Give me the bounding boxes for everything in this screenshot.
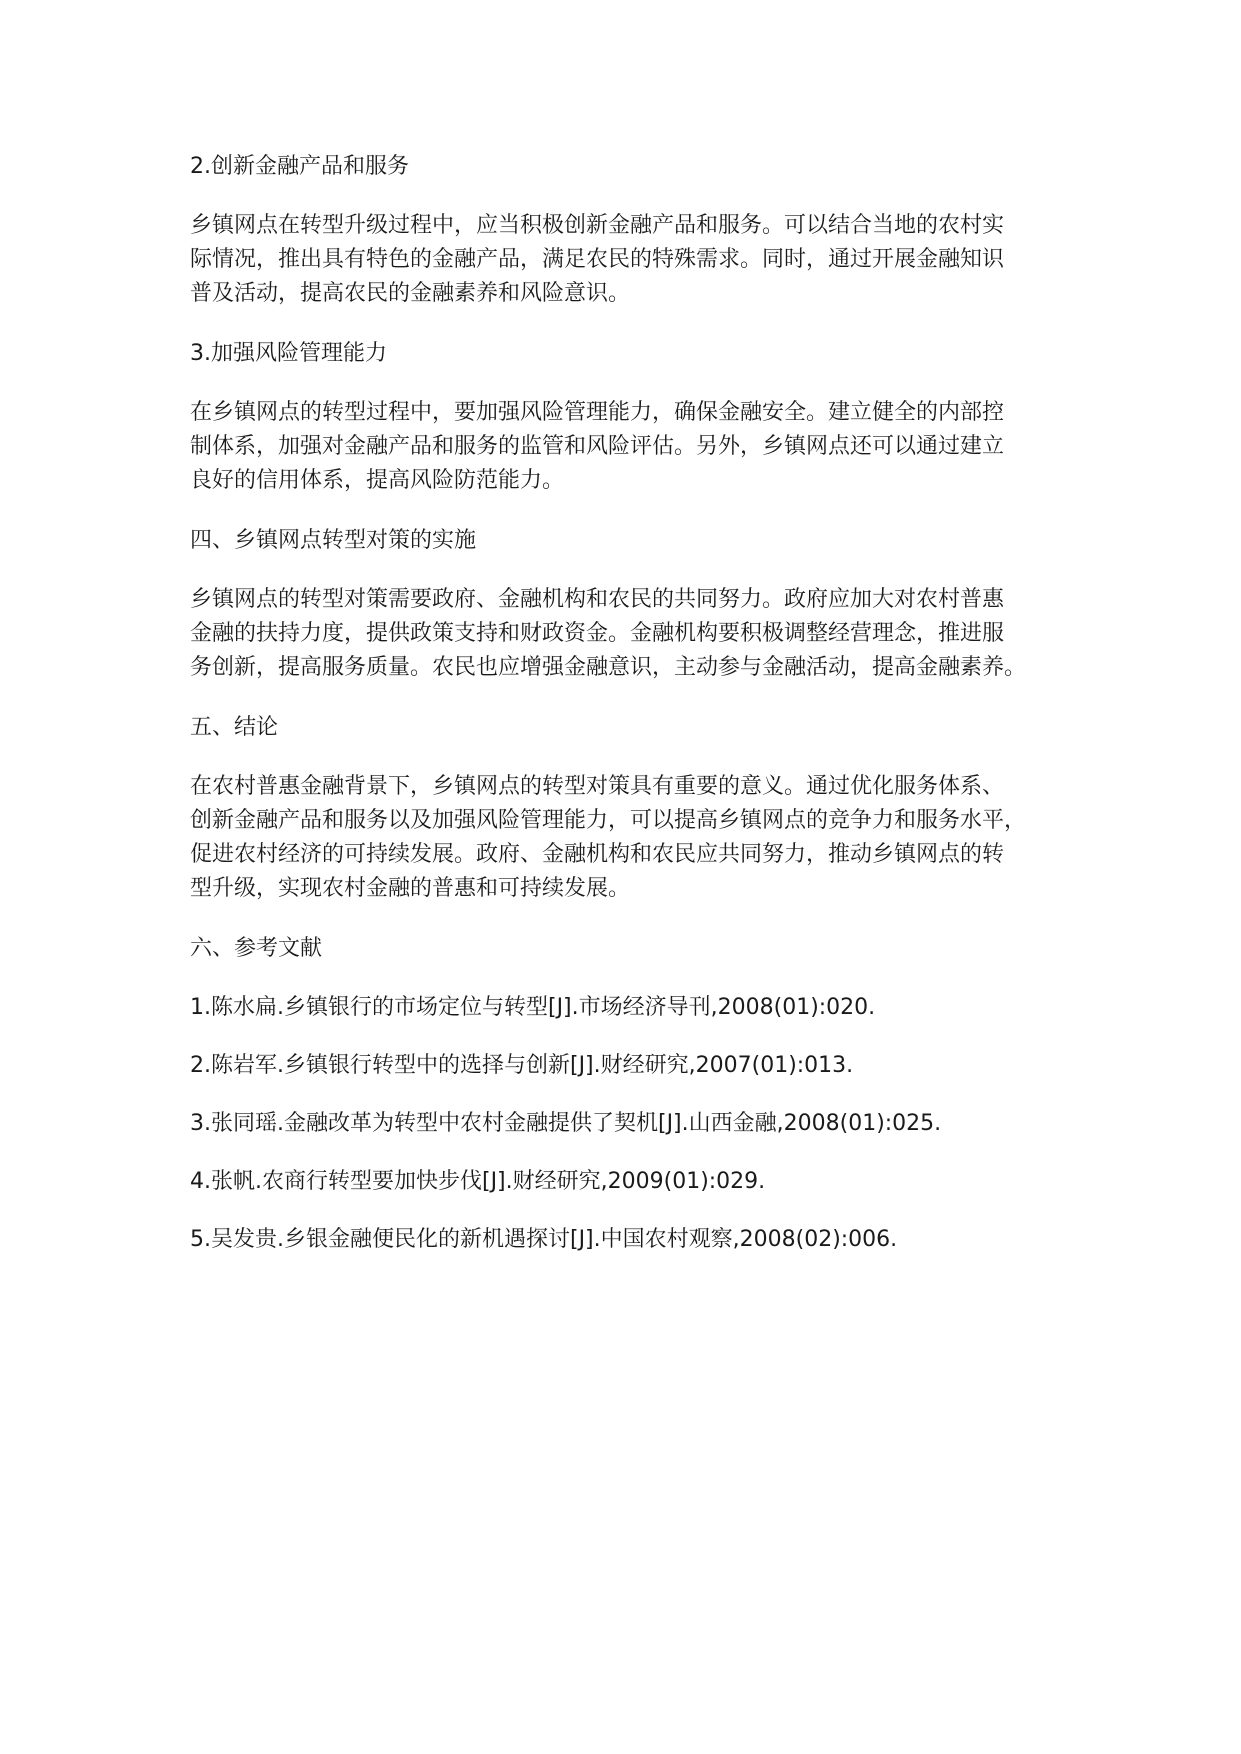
paragraph-line: 乡镇网点在转型升级过程中，应当积极创新金融产品和服务。可以结合当地的农村实 bbox=[190, 213, 1005, 238]
paragraph-line: 创新金融产品和服务以及加强风险管理能力，可以提高乡镇网点的竞争力和服务水平， bbox=[190, 808, 1027, 833]
paragraph-line: 乡镇网点的转型对策需要政府、金融机构和农民的共同努力。政府应加大对农村普惠 bbox=[190, 587, 1005, 612]
paragraph-line: 际情况，推出具有特色的金融产品，满足农民的特殊需求。同时，通过开展金融知识 bbox=[190, 247, 1005, 272]
document-page bbox=[190, 150, 1090, 1281]
paragraph-line: 型升级，实现农村金融的普惠和可持续发展。 bbox=[190, 876, 631, 901]
section-paragraph-risk bbox=[190, 396, 1090, 498]
section-paragraph-conclusion bbox=[190, 770, 1090, 906]
reference-item: 3.张同瑶.金融改革为转型中农村金融提供了契机[J].山西金融,2008(01):025. bbox=[190, 1111, 942, 1136]
section-heading-innovation: 2.创新金融产品和服务 bbox=[190, 154, 409, 179]
references-heading: 六、参考文献 bbox=[190, 936, 323, 961]
paragraph-line: 制体系，加强对金融产品和服务的监管和风险评估。另外，乡镇网点还可以通过建立 bbox=[190, 434, 1005, 459]
section-paragraph-innovation bbox=[190, 209, 1090, 311]
paragraph-line: 金融的扶持力度，提供政策支持和财政资金。金融机构要积极调整经营理念，推进服 bbox=[190, 621, 1005, 646]
section-heading-risk: 3.加强风险管理能力 bbox=[190, 341, 387, 366]
section-paragraph-implementation bbox=[190, 583, 1090, 685]
paragraph-line: 在乡镇网点的转型过程中，要加强风险管理能力，确保金融安全。建立健全的内部控 bbox=[190, 400, 1005, 425]
paragraph-line: 良好的信用体系，提高风险防范能力。 bbox=[190, 468, 565, 493]
section-heading-conclusion: 五、结论 bbox=[190, 715, 279, 740]
references-list bbox=[190, 991, 1090, 1257]
reference-item: 4.张帆.农商行转型要加快步伐[J].财经研究,2009(01):029. bbox=[190, 1169, 766, 1194]
section-heading-implementation: 四、乡镇网点转型对策的实施 bbox=[190, 528, 477, 553]
reference-item: 2.陈岩军.乡镇银行转型中的选择与创新[J].财经研究,2007(01):013. bbox=[190, 1053, 854, 1078]
paragraph-line: 促进农村经济的可持续发展。政府、金融机构和农民应共同努力，推动乡镇网点的转 bbox=[190, 842, 1005, 867]
paragraph-line: 普及活动，提高农民的金融素养和风险意识。 bbox=[190, 281, 631, 306]
reference-item: 5.吴发贵.乡银金融便民化的新机遇探讨[J].中国农村观察,2008(02):006. bbox=[190, 1227, 898, 1252]
reference-item: 1.陈水扁.乡镇银行的市场定位与转型[J].市场经济导刊,2008(01):020. bbox=[190, 995, 876, 1020]
paragraph-line: 务创新，提高服务质量。农民也应增强金融意识，主动参与金融活动，提高金融素养。 bbox=[190, 655, 1027, 680]
paragraph-line: 在农村普惠金融背景下，乡镇网点的转型对策具有重要的意义。通过优化服务体系、 bbox=[190, 774, 1005, 799]
